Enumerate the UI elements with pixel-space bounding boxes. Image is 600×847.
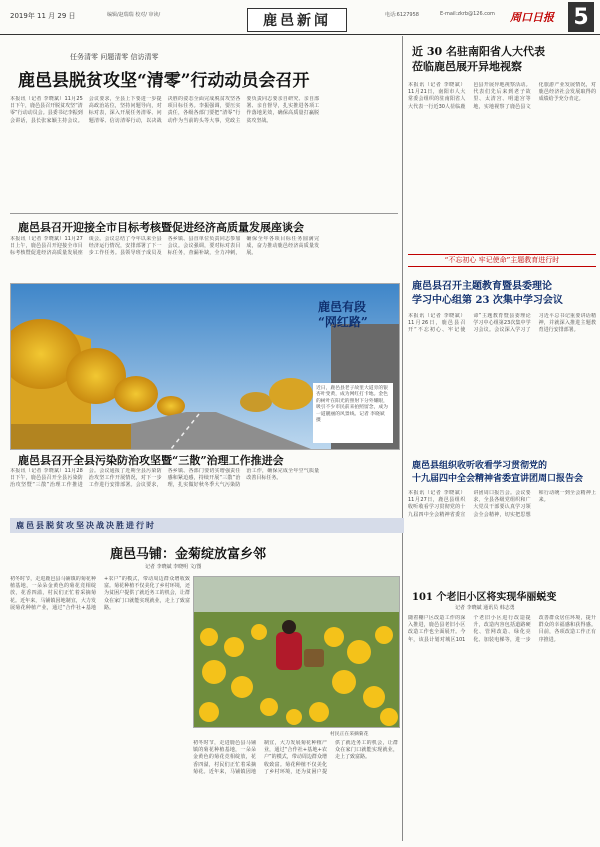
- story3-headline: 鹿邑县召开全县污染防治攻坚暨“三散”治理工作推进会: [18, 454, 284, 467]
- contact-email: E-mail:zkrb@126.com: [440, 11, 495, 17]
- story4-body-cont: 初冬时节，走进鹿邑县马铺镇的菊花种植基地，一朵朵金黄色的菊花竞相绽放，花香四溢，村民们正忙着采摘菊花。近年来，马铺镇因地制宜，大力发展菊花种植产业，通过“合作社+基地+农户”的模式，带动周边群众增收致富。菊花种植不仅美化了乡村环境，还为贫困户提供了就近务工的机会，让群众在家门口就能实现就业，走上了致富路。: [193, 740, 398, 775]
- contact-tel: 电话:6127958: [385, 12, 419, 18]
- story2-body: 本报讯（记者 李晓斌）11月27日上午，鹿邑县召开迎接全市目标考核暨促进经济高质量发展座谈会。会议总结了今年以来全县经济运行情况，安排部署了下一步工作任务。县领导班子成员及各乡镇、县直单位负责同志参加会议。会议强调，要对标对表目标任务，查漏补缺，全力冲刺，确保全年各项目标任务圆满完成，奋力推动鹿邑经济高质量发展。: [10, 236, 320, 257]
- lead-kicker: 任务清零 问题清零 信访清零: [70, 53, 159, 61]
- education-banner: “不忘初心 牢记使命”主题教育进行时: [408, 254, 596, 267]
- story2-headline: 鹿邑县召开迎接全市目标考核暨促进经济高质量发展座谈会: [18, 221, 304, 234]
- section-title: 鹿邑新闻: [247, 8, 347, 32]
- right1-body: 本报讯（记者 李晓斌）11月21日，南阳市人大常委会组织的驻南阳省人大代表一行近30人莅临鹿邑县开展异地视察活动。代表们先后来到老子故里、太清宫、明道宫等地，实地视察了鹿邑县文化旅游产业发展情况，对鹿邑经济社会发展取得的成绩给予充分肯定。: [408, 82, 596, 110]
- right4-headline: 101 个老旧小区将实现华丽蜕变: [412, 592, 557, 603]
- right1-headline: 近 30 名驻南阳省人大代表 莅临鹿邑展开异地视察: [412, 45, 545, 73]
- lead-body: 本报讯（记者 李晓斌）11月25日下午，鹿邑县召开脱贫攻坚“清零”行动动员会。县委书记李振到会讲话，县长张家颖主持会议。会议要求，全县上下要进一步提高政治站位，坚持问题导向，对标对表，深入开展任务清零、问题清零、信访清零行动，以决战决胜的姿态全面完成脱贫攻坚各项目标任务。李振强调，要压实责任，各级各部门要把“清零”行动作为当前的头等大事，党政主要负责同志要亲自研究、亲自部署、亲自督导，扎实推进各项工作落地见效，确保高质量打赢脱贫攻坚战。: [10, 96, 320, 124]
- page-number: 5: [568, 2, 594, 32]
- story4-headline: 鹿邑马铺：金菊绽放富乡邻: [110, 547, 267, 562]
- right3-body: 本报讯（记者 李晓斌）11月27日，鹿邑县组织收听收看学习贯彻党的十九届四中全会精神省委宣讲团周口报告会。会议要求，全县各级党组织和广大党员干部要认真学习领会全会精神，切实把思想和行动统一到全会精神上来。: [408, 490, 596, 518]
- column-divider: [402, 36, 403, 841]
- photo-title: 鹿邑有段 “网红路”: [318, 300, 368, 329]
- story4-photo-caption: 村民正在采摘菊花: [330, 732, 369, 737]
- story3-body: 本报讯（记者 李晓斌）11月28日下午，鹿邑县召开全县污染防治攻坚暨“三散”治理工作推进会。会议通报了近期全县污染防治攻坚工作开展情况，对下一步工作进行安排部署。会议要求，各乡镇、各部门要切实增强责任感和紧迫感，持续开展“三散”治理，扎实做好秋冬季大气污染防治工作，确保完成全年空气质量改善目标任务。: [10, 468, 320, 489]
- story4-byline: 记者 李晓斌 李晓明 文/图: [145, 564, 202, 570]
- chrysanthemum-field-photo: [194, 577, 399, 727]
- photo-chrysanthemum: [193, 576, 400, 728]
- right3-headline: 鹿邑县组织收听收看学习贯彻党的 十九届四中全会精神省委宣讲团周口报告会: [412, 461, 584, 484]
- lead-headline: 鹿邑县脱贫攻坚“清零”行动动员会召开: [18, 71, 310, 91]
- paper-logo: 周口日报: [510, 11, 554, 24]
- photo-caption: 近日，鹿邑县老子故里大道旁的银杏叶变黄，成为网红打卡地。金色的树叶在阳光的照射下分外耀眼，吸引不少市民前来拍照留念，成为一道靓丽的风景线。记者 李晓斌 摄: [313, 383, 393, 443]
- right2-headline: 鹿邑县召开主题教育暨县委理论 学习中心组第 23 次集中学习会议: [412, 281, 563, 306]
- right4-byline: 记者 李晓斌 通讯员 韩志勇: [455, 605, 515, 611]
- campaign-banner: 鹿邑县脱贫攻坚决战决胜进行时: [10, 518, 404, 533]
- editor-credits: 编辑/赵瑞瑞 校对/ 审读/: [107, 12, 161, 18]
- divider: [10, 213, 398, 214]
- right2-body: 本报讯（记者 李晓斌）11月26日，鹿邑县召开“不忘初心、牢记使命”主题教育暨县委理论学习中心组第23次集中学习会议。会议深入学习了习近平总书记重要讲话精神，并就深入推进主题教育进行安排部署。: [408, 313, 596, 334]
- story4-body: 初冬时节，走进鹿邑县马铺镇的菊花种植基地，一朵朵金黄色的菊花竞相绽放，花香四溢，村民们正忙着采摘菊花。近年来，马铺镇因地制宜，大力发展菊花种植产业，通过“合作社+基地+农户”的模式，带动周边群众增收致富。菊花种植不仅美化了乡村环境，还为贫困户提供了就近务工的机会，让群众在家门口就能实现就业，走上了致富路。: [10, 576, 190, 611]
- issue-date: 2019年 11 月 29 日: [10, 12, 76, 20]
- right4-body: 随着棚户区改造工作的深入推进，鹿邑县老旧小区改造工作也全面展开。今年，该县计划对城区101个老旧小区进行改造提升，改造内容包括道路硬化、管网改造、绿化亮化、加装电梯等，进一步改善群众居住环境，提升群众的幸福感和获得感。目前，各项改造工作正有序推进。: [408, 615, 596, 643]
